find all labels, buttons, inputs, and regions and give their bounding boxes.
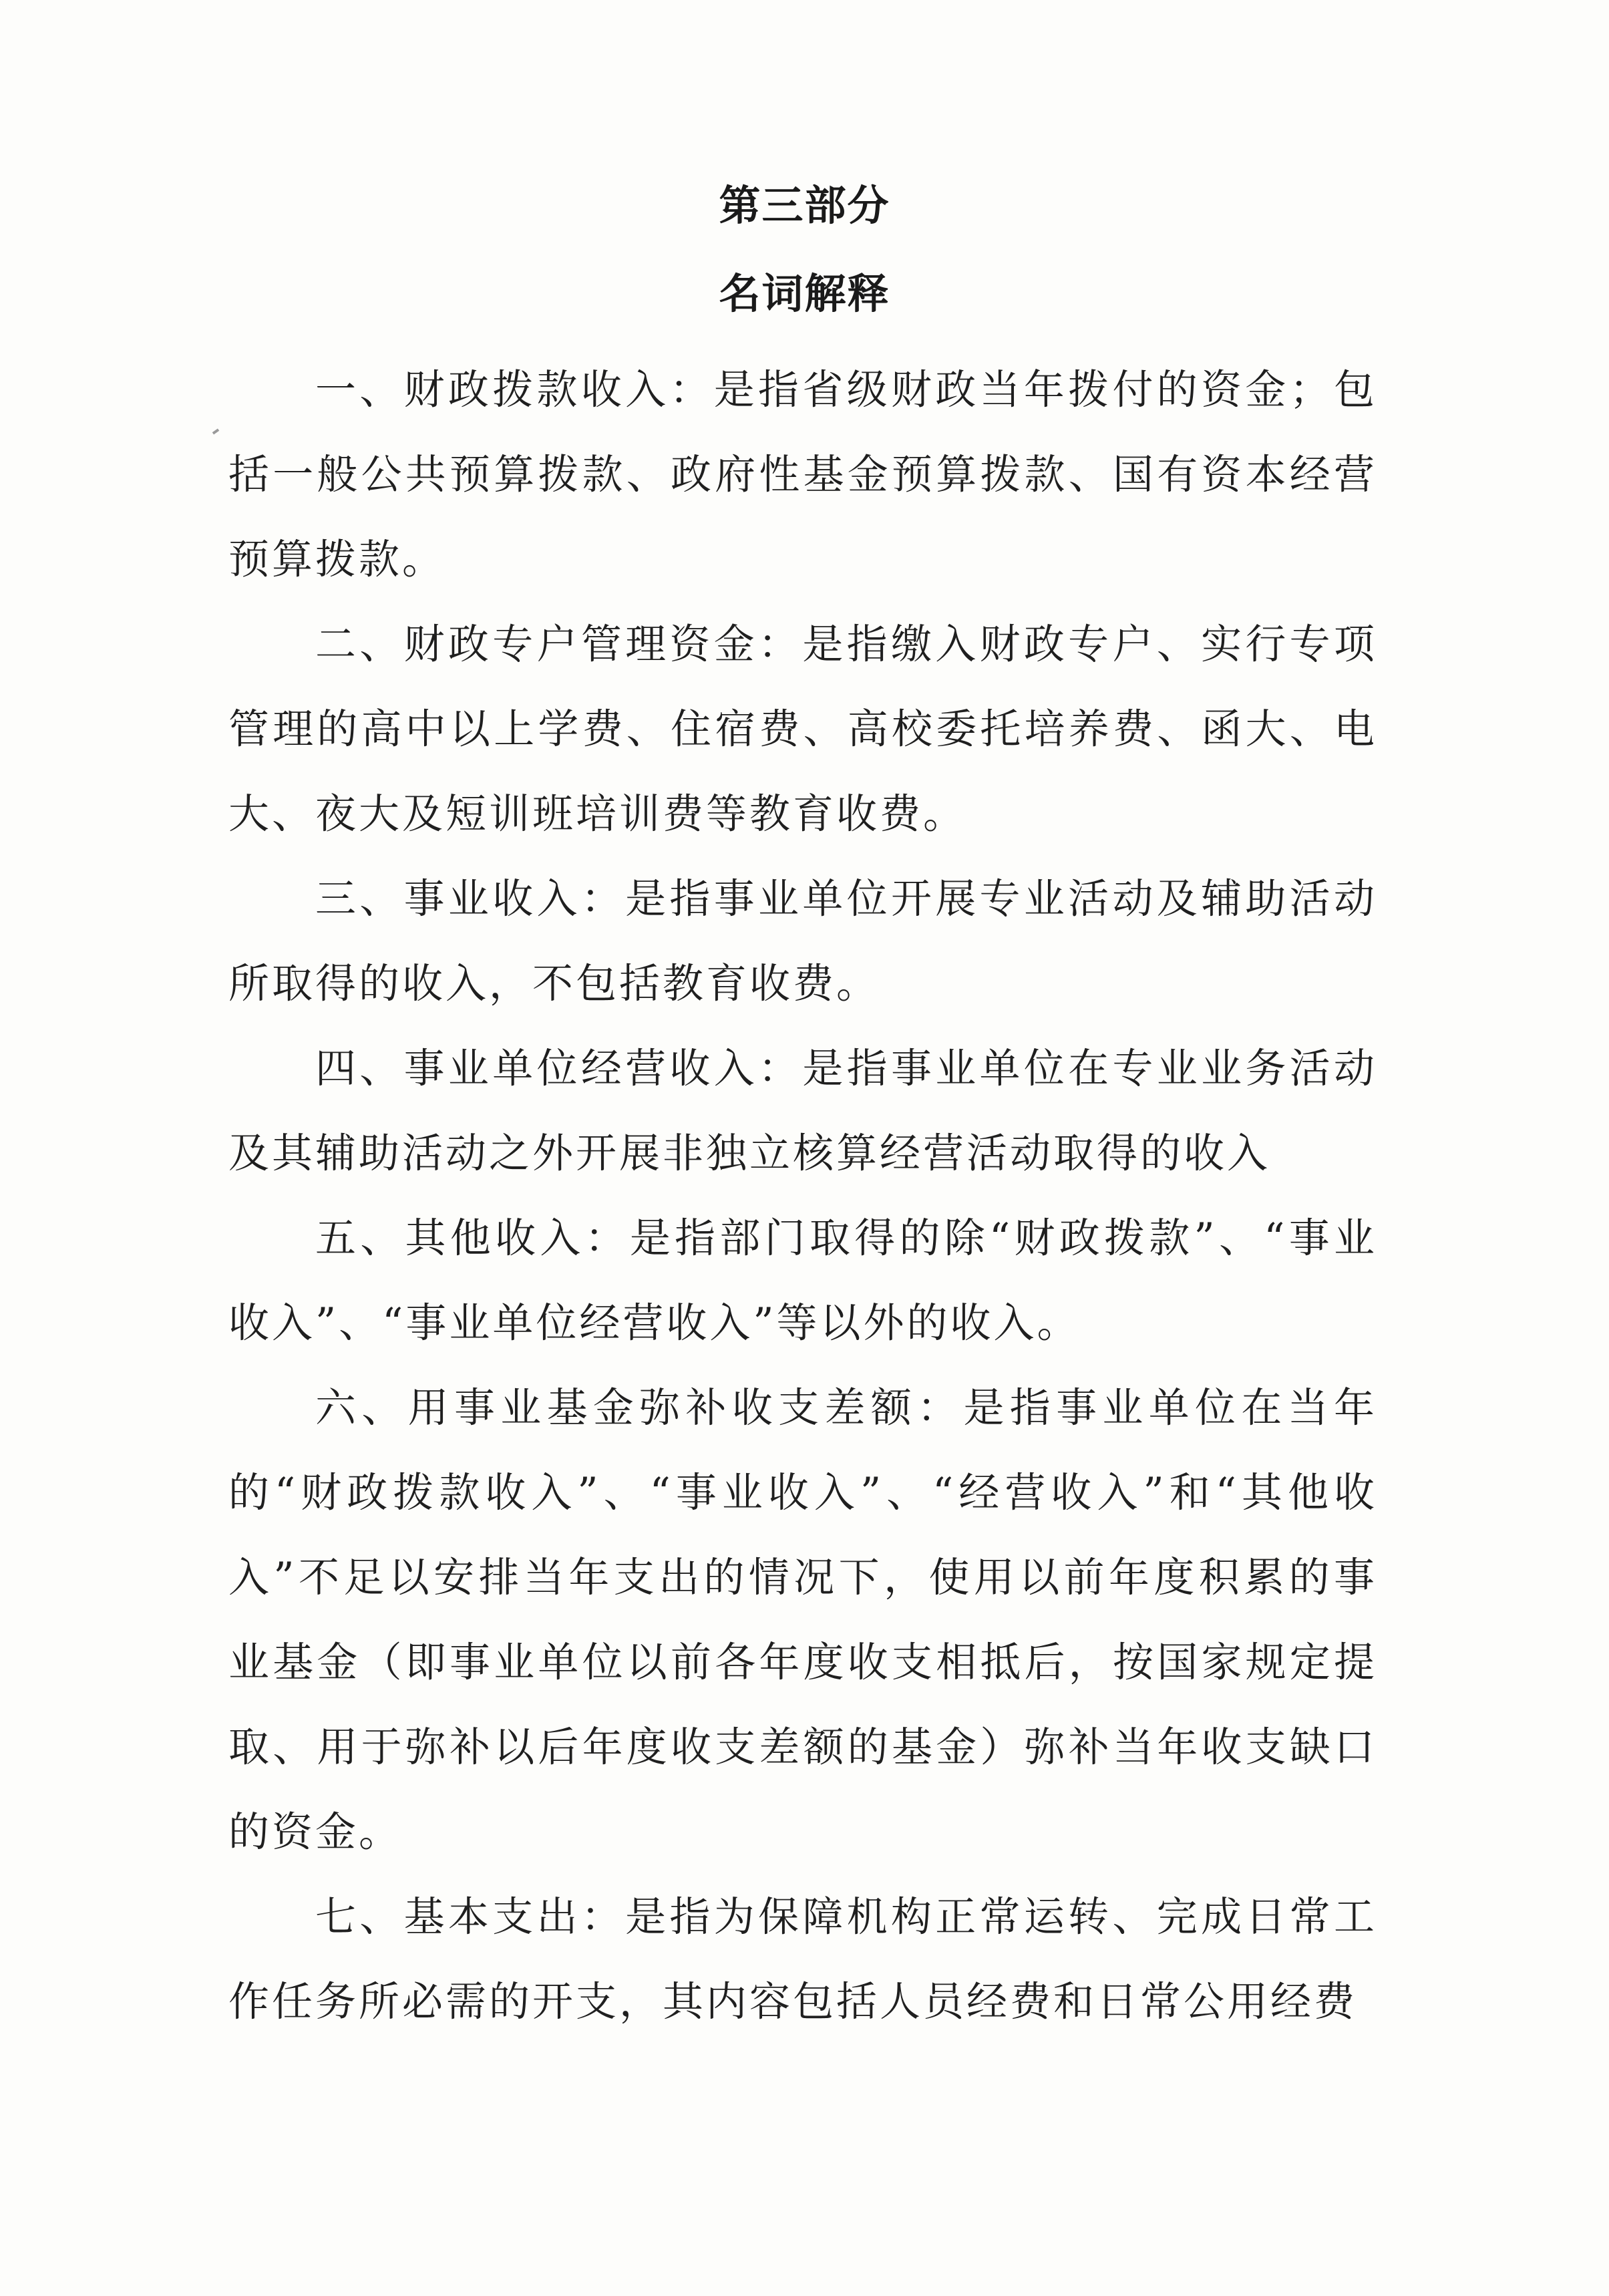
paragraph-basic-expenditure: 七、基本支出：是指为保障机构正常运转、完成日常工作任务所必需的开支，其内容包括人员经费和日常公用经费 xyxy=(228,1893,1377,2025)
section-title: 名词解释 xyxy=(719,269,890,318)
paragraph-other-income: 五、其他收入：是指部门取得的除“财政拨款”、“事业收入”、“事业单位经营收入”等以外的收入。 xyxy=(228,1214,1377,1347)
paragraph-fiscal-appropriation-income: 一、财政拨款收入：是指省级财政当年拨付的资金；包括一般公共预算拨款、政府性基金预算拨款、国有资本经营预算拨款。 xyxy=(228,366,1377,583)
paragraph-operating-income: 四、事业单位经营收入：是指事业单位在专业业务活动及其辅助活动之外开展非独立核算经营活动取得的收入 xyxy=(228,1045,1377,1177)
paragraph-special-account-funds: 二、财政专户管理资金：是指缴入财政专户、实行专项管理的高中以上学费、住宿费、高校委托培养费、函大、电大、夜大及短训班培训费等教育收费。 xyxy=(228,621,1377,838)
paragraph-business-fund-offset: 六、用事业基金弥补收支差额：是指事业单位在当年的“财政拨款收入”、“事业收入”、“经营收入”和“其他收入”不足以安排当年支出的情况下，使用以前年度积累的事业基金（即事业单位以前各年度收支相抵后，按国家规定提取、用于弥补以后年度收支差额的基金）弥补当年收支缺口的资金。 xyxy=(228,1384,1377,1856)
scan-mark xyxy=(212,428,219,434)
paragraph-business-income: 三、事业收入：是指事业单位开展专业活动及辅助活动所取得的收入，不包括教育收费。 xyxy=(228,875,1377,1007)
body-text xyxy=(228,347,1377,2044)
part-heading: 第三部分 xyxy=(719,181,890,230)
